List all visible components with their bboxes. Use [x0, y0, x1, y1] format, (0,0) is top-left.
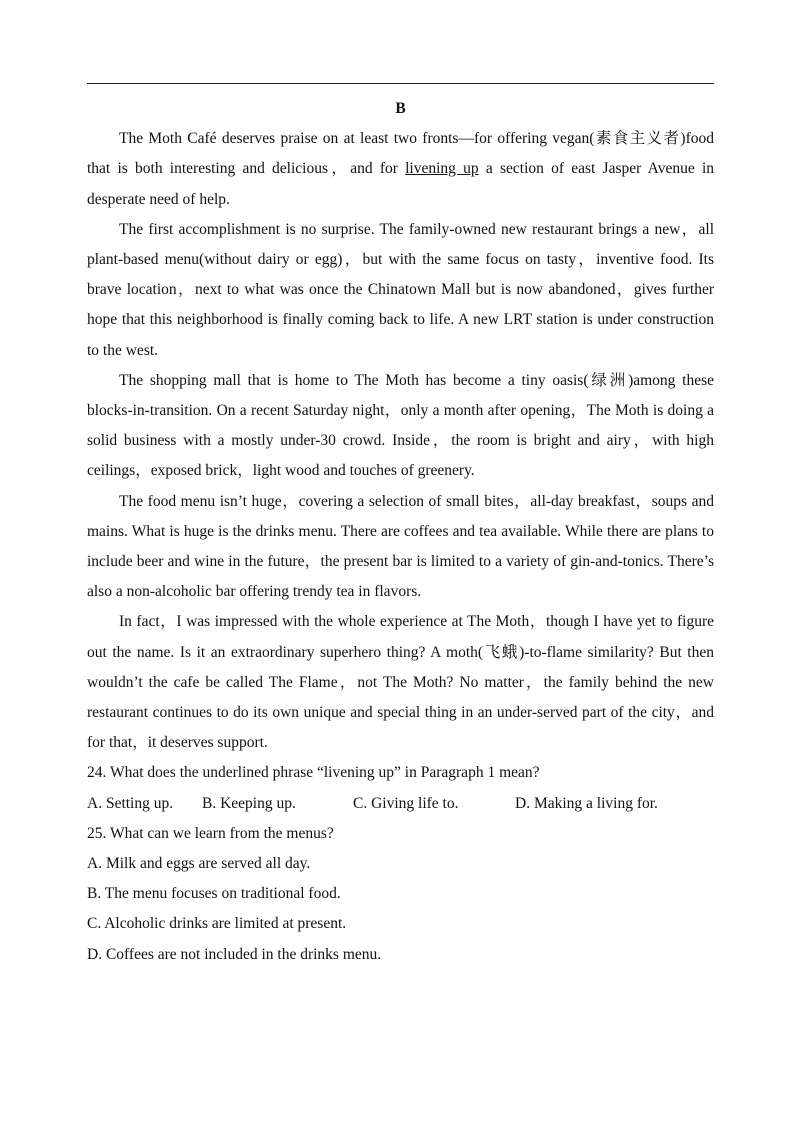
question-24-options: [87, 789, 714, 819]
paragraph-3: The shopping mall that is home to The Moth has become a tiny oasis(绿洲)among these blocks-in-transition. On a recent Saturday night，only a month after opening，The Moth is doing a solid business with a mostly under-30 crowd. Inside，the room is bright and airy，with high ceilings，exposed brick，light wood and touches of greenery.: [87, 371, 714, 480]
question-24-option-a: A. Setting up.: [87, 794, 174, 812]
paragraph-4: The food menu isn’t huge，covering a selection of small bites，all-day breakfast，soups and mains. What is huge is the drinks menu. There are coffees and tea available. While there are plans to include beer and wine in the future，the present bar is limited to a variety of gin-and-tonics. There’s also a non-alcoholic bar offering trendy tea in flavors.: [87, 492, 714, 601]
question-25-option-c: C. Alcoholic drinks are limited at present.: [87, 915, 347, 933]
top-rule: [87, 83, 714, 84]
question-25-stem: 25. What can we learn from the menus?: [87, 824, 334, 842]
underlined-phrase: livening up: [405, 160, 479, 178]
question-24-option-d: D. Making a living for.: [515, 794, 658, 812]
question-25-option-d: D. Coffees are not included in the drinks menu.: [87, 945, 382, 963]
question-24-option-b: B. Keeping up.: [202, 794, 296, 812]
question-24-stem: 24. What does the underlined phrase “livening up” in Paragraph 1 mean?: [87, 764, 540, 782]
paragraph-1-after: a section of east Jasper Avenue in desperate need of help.: [87, 160, 714, 208]
paragraph-1-before: The Moth Café deserves praise on at least two fronts—for offering vegan(素食主义者)food that is both interesting and delicious，and for: [87, 130, 714, 178]
paragraph-1: [87, 124, 714, 215]
section-title: B: [395, 100, 406, 117]
paragraph-5: In fact，I was impressed with the whole experience at The Moth，though I have yet to figure out the name. Is it an extraordinary superhero thing? A moth(飞蛾)-to-flame similarity? But then wouldn’t the cafe be called The Flame，not The Moth? No matter，the family behind the new restaurant continues to do its own unique and special thing in an under-served part of the city，and for that，it deserves support.: [87, 613, 714, 752]
document-content: [87, 94, 714, 970]
question-25-option-a: A. Milk and eggs are served all day.: [87, 855, 311, 873]
paragraph-2: The first accomplishment is no surprise. The family-owned new restaurant brings a new，all plant-based menu(without dairy or egg)，but with the same focus on tasty，inventive food. Its brave location，next to what was once the Chinatown Mall but is now abandoned，gives further hope that this neighborhood is finally coming back to life. A new LRT station is under construction to the west.: [87, 220, 714, 359]
question-25-option-b: B. The menu focuses on traditional food.: [87, 885, 341, 903]
question-24-option-c: C. Giving life to.: [353, 794, 459, 812]
